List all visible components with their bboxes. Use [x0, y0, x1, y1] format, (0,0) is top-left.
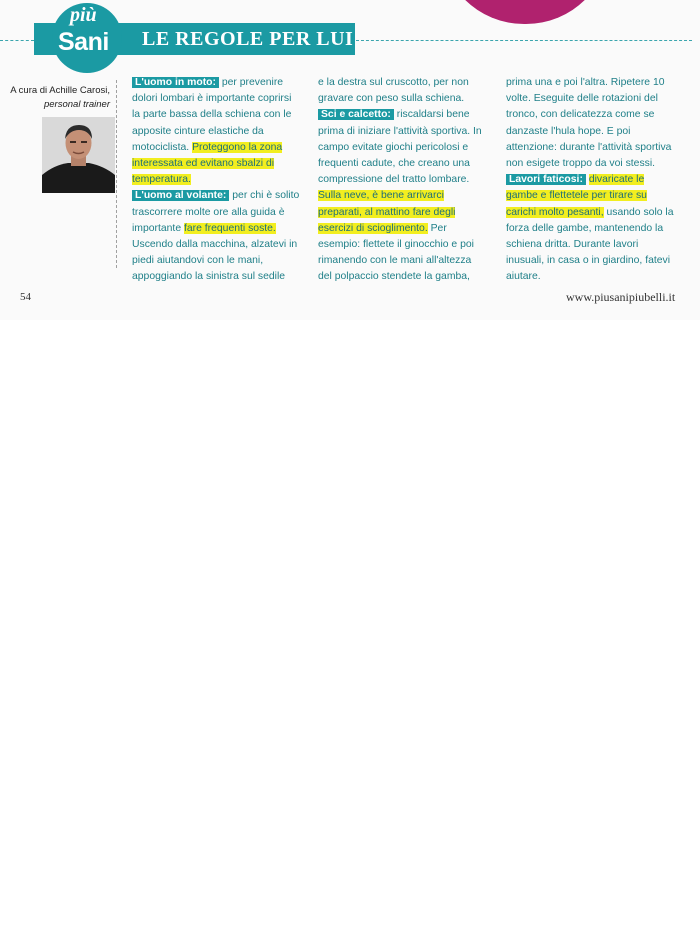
- label-sci-e-calcetto: Sci e calcetto:: [318, 109, 394, 120]
- column-2: [318, 75, 486, 286]
- author-credit: [10, 84, 110, 112]
- page-number: 54: [20, 291, 31, 303]
- text-moto: per prevenire dolori lombari è importante coprirsi la parte bassa della schiena con le apposite cinture elastiche da motociclista.: [132, 77, 292, 153]
- header-rule-left: [0, 40, 34, 41]
- author-photo: [42, 117, 115, 193]
- paragraph-sci: [318, 107, 486, 285]
- label-uomo-in-moto: L'uomo in moto:: [132, 77, 219, 88]
- text-volante: per chi è solito trascorrere molte ore alla guida è importante: [132, 190, 300, 234]
- text-sci: riscaldarsi bene prima di iniziare l'attività sportiva. In campo evitate giochi pericolosi e frequenti cadute, che creano una compressione del tratto lombare.: [318, 109, 482, 186]
- highlight-lavori: divaricate le gambe e flettetele per tirare su carichi molto pesanti,: [506, 174, 647, 218]
- column-1: [132, 75, 302, 286]
- paragraph-lavori: [506, 172, 678, 285]
- column-3: [506, 75, 678, 286]
- paragraph-moto: [132, 75, 302, 188]
- header-rule-right: [356, 40, 692, 41]
- text-lavori: usando solo la forza delle gambe, mantenendo la schiena dritta. Durante lavori inusuali, in casa o in giardino, fatevi aiutare.: [506, 206, 674, 283]
- highlight-moto: Proteggono la zona interessata ed evitano sbalzi di temperatura.: [132, 141, 283, 186]
- text-volante-2: Uscendo dalla macchina, alzatevi in piedi aiutandovi con le mani, appoggiando la sinistra sul sedile: [132, 239, 298, 283]
- website-url: www.piusanipiubelli.it: [566, 290, 676, 304]
- paragraph-volante-cont: [318, 75, 486, 107]
- logo-piu: più: [70, 4, 97, 26]
- magazine-page: [0, 0, 700, 320]
- paragraph-sci-cont: [506, 75, 678, 172]
- highlight-volante: fare frequenti soste.: [183, 222, 276, 234]
- text-sci-cont: prima una e poi l'altra. Ripetere 10 volte. Eseguite delle rotazioni del tronco, con delicatezza come se danzaste l'hula hope. E poi attenzione: durante l'attività sportiva non esigete troppo da voi stessi.: [506, 77, 672, 170]
- author-name: A cura di Achille Carosi,: [10, 85, 110, 96]
- label-lavori-faticosi: Lavori faticosi:: [506, 174, 586, 185]
- label-uomo-al-volante: L'uomo al volante:: [132, 190, 229, 201]
- author-role: personal trainer: [43, 99, 110, 110]
- decorative-arc: [440, 0, 610, 24]
- text-sci-2: Per esempio: flettete il ginocchio e poi rimanendo con le mani all'altezza del polpaccio stendete la gamba,: [318, 222, 474, 283]
- text-volante-cont: e la destra sul cruscotto, per non gravare con peso sulla schiena.: [318, 77, 469, 105]
- page-title: LE REGOLE PER LUI: [142, 28, 354, 50]
- portrait-image: [42, 117, 115, 193]
- highlight-sci: Sulla neve, è bene arrivarci preparati, al mattino fare degli esercizi di scioglimento.: [318, 190, 456, 234]
- paragraph-volante: [132, 188, 302, 285]
- column-divider: [116, 80, 117, 268]
- logo-sani: Sani: [58, 28, 109, 56]
